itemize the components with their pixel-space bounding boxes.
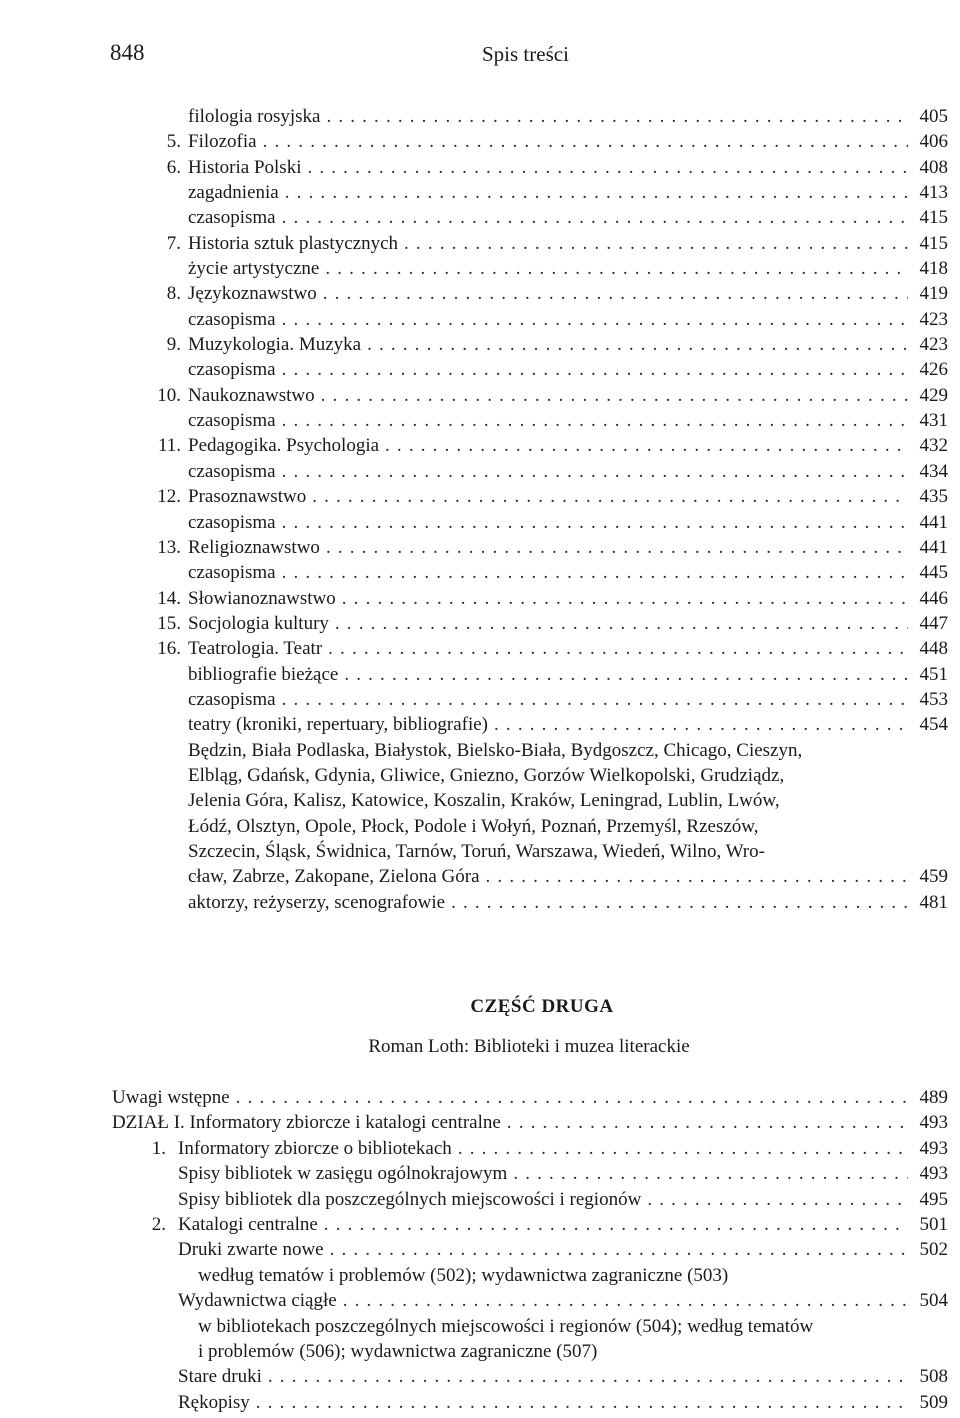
toc-entry-page: 493: [919, 1112, 948, 1134]
toc-entry-label: Katalogi centralne: [178, 1213, 318, 1235]
toc-entry-number: 2.: [151, 1213, 166, 1235]
toc-leader-dots: [307, 155, 908, 180]
toc-entry-label: Naukoznawstwo: [188, 384, 315, 406]
toc-leader-dots: [344, 662, 908, 687]
toc-entry-number: 15.: [157, 612, 181, 634]
toc-entry: [188, 357, 948, 382]
toc-row: [0, 1085, 960, 1110]
part-two-title: CZĘŚĆ DRUGA: [470, 996, 614, 1017]
toc-entry-page: 495: [919, 1188, 948, 1210]
toc-row: [0, 408, 960, 433]
toc-entry-label: czasopisma: [188, 562, 276, 584]
toc-entry-number: 10.: [157, 384, 181, 406]
toc-entry-page: 413: [919, 182, 948, 204]
toc-entry-page: 453: [919, 688, 948, 710]
toc-leader-dots: [256, 1390, 908, 1415]
toc-leader-dots: [268, 1364, 908, 1389]
toc-leader-dots: [282, 687, 908, 712]
toc-leader-dots: [343, 1288, 908, 1313]
toc-entry-page: 406: [919, 131, 948, 153]
toc-row: [0, 1212, 960, 1237]
toc-leader-dots: [323, 281, 908, 306]
toc-entry-page: 493: [919, 1163, 948, 1185]
toc-entry: [188, 180, 948, 205]
toc-leader-dots: [326, 535, 908, 560]
toc-entry-page: 434: [919, 460, 948, 482]
toc-entry-number: 9.: [166, 334, 181, 356]
toc-leader-dots: [342, 586, 908, 611]
toc-row: [0, 535, 960, 560]
toc-leader-dots: [321, 383, 908, 408]
toc-continuation-text: Łódź, Olsztyn, Opole, Płock, Podole i Wołyń, Poznań, Przemyśl, Rzeszów,: [188, 815, 759, 837]
toc-row: [0, 332, 960, 357]
toc-row: [0, 890, 960, 915]
toc-leader-dots: [367, 332, 908, 357]
toc-entry-number: 13.: [157, 536, 181, 558]
toc-continuation-text: Będzin, Biała Podlaska, Białystok, Bielsko-Biała, Bydgoszcz, Chicago, Cieszyn,: [188, 739, 803, 761]
toc-entry: [188, 687, 948, 712]
toc-row: [0, 383, 960, 408]
toc-entry-page: 481: [919, 891, 948, 913]
toc-entry-label: Historia Polski: [188, 156, 302, 178]
toc-leader-dots: [263, 129, 908, 154]
toc-entry-page: 447: [919, 612, 948, 634]
toc-row: [0, 611, 960, 636]
toc-entry-page: 432: [919, 435, 948, 457]
toc-entry: [178, 1136, 948, 1161]
part-two-subtitle: Roman Loth: Biblioteki i muzea literackie: [368, 1036, 690, 1057]
running-title: Spis treści: [482, 42, 569, 66]
toc-entry: [188, 256, 948, 281]
toc-entry-page: 415: [919, 232, 948, 254]
toc-continuation-text: i problemów (506); wydawnictwa zagraniczne (507): [198, 1340, 598, 1362]
toc-leader-dots: [513, 1161, 908, 1186]
toc-leader-dots: [236, 1085, 908, 1110]
toc-entry-number: 7.: [166, 232, 181, 254]
toc-entry-label: czasopisma: [188, 688, 276, 710]
toc-continuation-text: według tematów i problemów (502); wydawnictwa zagraniczne (503): [198, 1264, 729, 1286]
toc-row: [0, 864, 960, 889]
toc-entry-label: Druki zwarte nowe: [178, 1239, 324, 1261]
toc-entry: [178, 1187, 948, 1212]
toc-entry: [188, 510, 948, 535]
toc-leader-dots: [282, 459, 908, 484]
toc-row: [0, 180, 960, 205]
toc-entry-label: Słowianoznawstwo: [188, 587, 336, 609]
toc-row: [0, 129, 960, 154]
toc-row: [0, 839, 960, 864]
toc-leader-dots: [330, 1237, 908, 1262]
toc-entry-label: czasopisma: [188, 308, 276, 330]
toc-continuation-text: w bibliotekach poszczególnych miejscowości i regionów (504); według tematów: [198, 1315, 814, 1337]
toc-entry-page: 419: [919, 283, 948, 305]
toc-entry: [188, 890, 948, 915]
toc-entry-label: Prasoznawstwo: [188, 486, 307, 508]
toc-leader-dots: [458, 1136, 908, 1161]
toc-entry-page: 415: [919, 207, 948, 229]
toc-leader-dots: [647, 1187, 908, 1212]
toc-entry-page: 489: [919, 1087, 948, 1108]
toc-entry-number: 16.: [157, 638, 181, 660]
toc-row: [0, 560, 960, 585]
toc-entry-page: 501: [919, 1213, 948, 1235]
toc-row: [0, 433, 960, 458]
toc-leader-dots: [324, 1212, 908, 1237]
toc-entry-page: 423: [919, 308, 948, 330]
toc-entry-page: 426: [919, 359, 948, 381]
toc-entry-page: 504: [919, 1290, 948, 1312]
toc-row: [0, 104, 960, 129]
toc-leader-dots: [328, 636, 908, 661]
toc-entry-label: Spisy bibliotek dla poszczególnych miejscowości i regionów: [178, 1188, 642, 1210]
toc-entry-number: 1.: [151, 1137, 166, 1159]
toc-row: [0, 788, 960, 813]
toc-leader-dots: [385, 433, 908, 458]
toc-entry: [112, 1085, 948, 1110]
toc-entry-page: 405: [919, 106, 948, 127]
toc-entry-page: 429: [919, 384, 948, 406]
toc-leader-dots: [486, 864, 908, 889]
toc-leader-dots: [507, 1110, 908, 1135]
toc-row: [0, 1364, 960, 1389]
toc-entry: [188, 231, 948, 256]
toc-entry-page: 435: [919, 486, 948, 508]
toc-row: [0, 357, 960, 382]
toc-entry-label: Spisy bibliotek w zasięgu ogólnokrajowym: [178, 1163, 508, 1185]
toc-entry: [188, 383, 948, 408]
toc-row: [0, 1161, 960, 1186]
toc-leader-dots: [285, 180, 908, 205]
toc-leader-dots: [282, 307, 908, 332]
toc-entry: [188, 205, 948, 230]
toc-entry-number: 11.: [157, 435, 181, 457]
toc-row: [0, 281, 960, 306]
toc-row: [0, 155, 960, 180]
toc-entry-label: teatry (kroniki, repertuary, bibliografie): [188, 714, 489, 736]
toc-entry: [188, 535, 948, 560]
toc-part-two: [0, 1085, 960, 1415]
toc-entry: [188, 611, 948, 636]
toc-row: [0, 1136, 960, 1161]
toc-entry: [112, 1110, 948, 1135]
toc-entry: [188, 307, 948, 332]
toc-entry-page: 445: [919, 562, 948, 584]
toc-leader-dots: [451, 890, 908, 915]
toc-leader-dots: [282, 408, 908, 433]
toc-entry: [178, 1161, 948, 1186]
toc-entry-page: 441: [919, 536, 948, 558]
toc-entry-number: 5.: [166, 131, 181, 153]
toc-leader-dots: [282, 560, 908, 585]
toc-row: [0, 763, 960, 788]
toc-entry-page: 441: [919, 511, 948, 533]
toc-entry-number: 6.: [166, 156, 181, 178]
toc-entry-page: 423: [919, 334, 948, 356]
toc-entry: [188, 712, 948, 737]
toc-entry-page: 448: [919, 638, 948, 660]
toc-leader-dots: [325, 256, 908, 281]
toc-row: [0, 662, 960, 687]
toc-leader-dots: [282, 357, 908, 382]
toc-entry-label: aktorzy, reżyserzy, scenografowie: [188, 891, 446, 913]
toc-leader-dots: [335, 611, 908, 636]
toc-row: [0, 814, 960, 839]
toc-entry-label: Językoznawstwo: [188, 283, 317, 305]
toc-entry: [188, 408, 948, 433]
toc-entry-page: 408: [919, 156, 948, 178]
toc-entry-page: 451: [919, 663, 948, 685]
toc-row: [0, 307, 960, 332]
toc-entry-label: czasopisma: [188, 359, 276, 381]
toc-continuation-text: Szczecin, Śląsk, Świdnica, Tarnów, Toruń, Warszawa, Wiedeń, Wilno, Wro-: [188, 840, 765, 862]
toc-row: [0, 1339, 960, 1364]
toc-entry-label: czasopisma: [188, 460, 276, 482]
toc-entry: [188, 864, 948, 889]
toc-entry-label: zagadnienia: [188, 182, 279, 204]
toc-entry-label: Pedagogika. Psychologia: [188, 435, 380, 457]
toc-entry-label: Historia sztuk plastycznych: [188, 232, 399, 254]
toc-row: [0, 510, 960, 535]
toc-entry: [188, 636, 948, 661]
toc-entry-label: Wydawnictwa ciągłe: [178, 1290, 337, 1312]
toc-entry: [188, 129, 948, 154]
toc-row: [0, 586, 960, 611]
toc-row: [0, 231, 960, 256]
toc-entry-label: filologia rosyjska: [188, 106, 321, 127]
toc-row: [0, 1288, 960, 1313]
toc-entry-page: 508: [919, 1366, 948, 1388]
toc-entry-label: Teatrologia. Teatr: [188, 638, 323, 660]
toc-entry-number: 8.: [166, 283, 181, 305]
toc-leader-dots: [326, 104, 908, 129]
toc-entry-label: Filozofia: [188, 131, 257, 153]
toc-entry: [188, 281, 948, 306]
toc-row: [0, 636, 960, 661]
toc-entry-label: czasopisma: [188, 207, 276, 229]
toc-entry-label: czasopisma: [188, 511, 276, 533]
toc-entry: [188, 332, 948, 357]
toc-row: [0, 1263, 960, 1288]
toc-entry: [188, 560, 948, 585]
toc-entry-label: czasopisma: [188, 410, 276, 432]
toc-row: [0, 1314, 960, 1339]
toc-entry-number: 14.: [157, 587, 181, 609]
toc-row: [0, 687, 960, 712]
toc-entry-label: Religioznawstwo: [188, 536, 320, 558]
toc-entry-page: 446: [919, 587, 948, 609]
toc-entry-page: 418: [919, 258, 948, 280]
toc-continuation-text: Elbląg, Gdańsk, Gdynia, Gliwice, Gniezno, Gorzów Wielkopolski, Grudziądz,: [188, 764, 785, 786]
toc-entry: [188, 433, 948, 458]
toc-entry: [178, 1364, 948, 1389]
toc-leader-dots: [494, 712, 908, 737]
toc-leader-dots: [404, 231, 908, 256]
toc-leader-dots: [282, 205, 908, 230]
toc-entry-page: 454: [919, 714, 948, 736]
toc-row: [0, 712, 960, 737]
toc-entry: [178, 1390, 948, 1415]
toc-entry-page: 493: [919, 1137, 948, 1159]
toc-entry-label: życie artystyczne: [188, 258, 320, 280]
toc-row: [0, 205, 960, 230]
toc-entry-label: Socjologia kultury: [188, 612, 329, 634]
toc-entry: [178, 1237, 948, 1262]
toc-row: [0, 256, 960, 281]
toc-entry-label: Informatory zbiorcze o bibliotekach: [178, 1137, 452, 1159]
toc-entry: [188, 586, 948, 611]
toc-entry: [188, 459, 948, 484]
toc-row: [0, 1110, 960, 1135]
toc-row: [0, 484, 960, 509]
toc-entry-label: Stare druki: [178, 1366, 262, 1388]
toc-entry-page: 502: [919, 1239, 948, 1261]
toc-entry-page: 459: [919, 866, 948, 888]
toc-leader-dots: [312, 484, 908, 509]
toc-entry-page: 431: [919, 410, 948, 432]
toc-entry-label: Rękopisy: [178, 1391, 250, 1413]
toc-entry: [188, 662, 948, 687]
toc-row: [0, 1237, 960, 1262]
toc-row: [0, 1390, 960, 1415]
toc-continuation-text: Jelenia Góra, Kalisz, Katowice, Koszalin, Kraków, Leningrad, Lublin, Lwów,: [188, 790, 780, 812]
toc-entry-label: Uwagi wstępne: [112, 1087, 230, 1108]
toc-row: [0, 459, 960, 484]
toc-leader-dots: [282, 510, 908, 535]
toc-entry: [178, 1212, 948, 1237]
toc-entry: [178, 1288, 948, 1313]
toc-row: [0, 1187, 960, 1212]
toc-part-one: [0, 104, 960, 915]
toc-entry-label: cław, Zabrze, Zakopane, Zielona Góra: [188, 866, 480, 888]
toc-entry: [188, 155, 948, 180]
toc-row: [0, 738, 960, 763]
toc-entry-page: 509: [919, 1391, 948, 1413]
toc-entry: [188, 484, 948, 509]
toc-entry-label: bibliografie bieżące: [188, 663, 339, 685]
toc-entry-label: Muzykologia. Muzyka: [188, 334, 362, 356]
toc-entry-number: 12.: [157, 486, 181, 508]
page-number: 848: [110, 40, 145, 65]
toc-entry: [188, 104, 948, 129]
toc-entry-label: DZIAŁ I. Informatory zbiorcze i katalogi centralne: [112, 1112, 501, 1134]
